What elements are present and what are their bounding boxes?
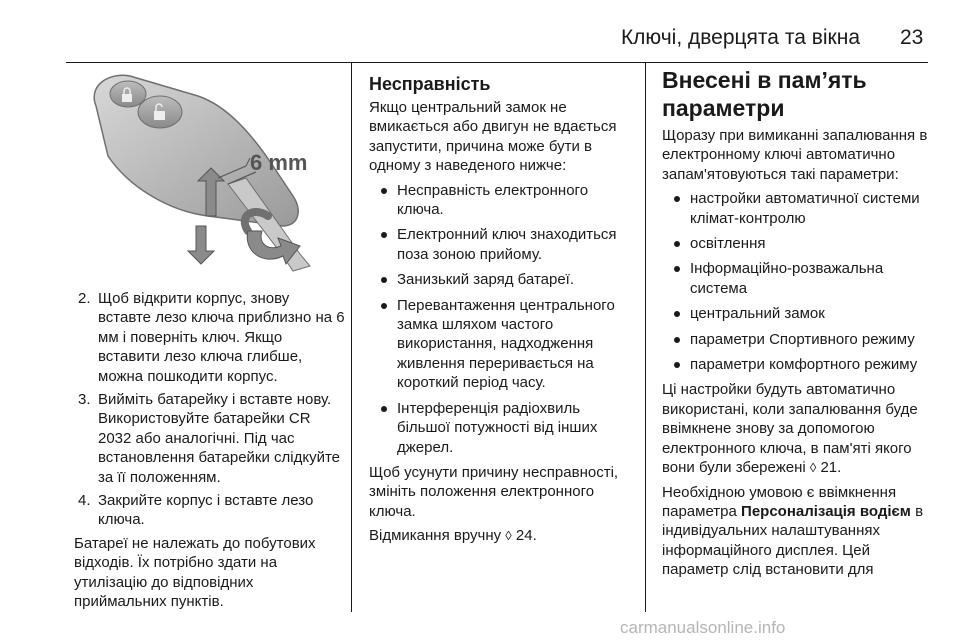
step-number: 2.: [78, 290, 91, 307]
step-text: Вийміть батарейку і вставте нову. Використовуйте батарейки CR 2032 або аналогічні. Під час встановлення батарейки слідкуйте за її положенням.: [98, 391, 341, 486]
list-item: [74, 289, 346, 386]
paragraph: Якщо центральний замок не вмикається або двигун не вдається запустити, причина може бути в одному з наведеного нижче:: [369, 99, 617, 175]
list-item: Перевантаження центрального замка шляхом частого використання, надходження живлення переривається на короткий період часу.: [369, 296, 637, 393]
paragraph: Щоразу при вимиканні запалювання в електронному ключі автоматично запам'ятовуються такі параметри:: [662, 127, 928, 183]
watermark: carmanualsonline.info: [620, 618, 786, 637]
cross-reference: [369, 526, 637, 545]
paragraph-text: Необхідною умовою є ввімкнення параметра: [662, 483, 897, 520]
list-item: Занизький заряд батареї.: [369, 270, 637, 289]
steps-list: [74, 289, 346, 530]
reference-page[interactable]: 24.: [515, 527, 537, 545]
key-fob-illustration: [78, 66, 340, 280]
reference-arrow-icon: ◊: [809, 460, 817, 476]
bullet-list: [369, 181, 637, 457]
bullet-list: [662, 189, 930, 374]
list-item: Інтерференція радіохвиль більшої потужності від інших джерел.: [369, 399, 637, 457]
dimension-label: 6 mm: [250, 150, 308, 175]
list-item: Інформаційно-розважальна система: [662, 259, 930, 298]
column-right: [662, 66, 930, 585]
step-number: 3.: [78, 391, 91, 409]
step-text: Щоб відкрити корпус, знову вставте лезо ключа приблизно на 6 мм і поверніть ключ. Якщо вставити лезо ключа глибше, можна пошкодити корпус.: [98, 290, 345, 385]
column-divider: [645, 62, 646, 612]
reference-text: Відмикання вручну: [369, 527, 502, 545]
arrow-down-icon: [188, 226, 214, 264]
header-rule: [66, 62, 928, 63]
column-left: [74, 289, 346, 617]
list-item: параметри Спортивного режиму: [662, 330, 930, 349]
list-item: освітлення: [662, 234, 930, 253]
paragraph: [662, 380, 930, 477]
step-number: 4.: [78, 492, 91, 510]
heading-line: параметри: [662, 95, 785, 121]
setting-name: Персоналізація водієм: [741, 502, 911, 520]
reference-page[interactable]: 21.: [820, 459, 842, 477]
section-heading: Несправність: [369, 74, 491, 94]
disposal-note: Батареї не належать до побутових відходів. Їх потрібно здати на утилізацію до відповідних приймальних пунктів.: [74, 534, 316, 611]
list-item: настройки автоматичної системи клімат-контролю: [662, 189, 930, 228]
list-item: Електронний ключ знаходиться поза зоною прийому.: [369, 225, 637, 264]
column-divider: [351, 62, 352, 612]
list-item: [74, 491, 346, 530]
reference-arrow-icon: ◊: [505, 528, 512, 544]
paragraph: [662, 483, 930, 580]
paragraph-text: Ці настройки будуть автоматично використані, коли запалювання буде ввімкнене знову за допомогою електронного ключа, в пам'яті якого вони були збережені: [662, 381, 918, 477]
list-item: центральний замок: [662, 304, 930, 323]
paragraph-text: в індивідуальних налаштуваннях інформаційного дисплея. Цей параметр слід встановити для: [662, 502, 924, 579]
list-item: Несправність електронного ключа.: [369, 181, 637, 220]
section-title: Ключі, дверцята та вікна: [620, 26, 860, 49]
section-heading: [662, 66, 930, 122]
page-number: 23: [900, 26, 924, 49]
heading-line: Внесені в пам’ять: [662, 67, 867, 93]
list-item: параметри комфортного режиму: [662, 355, 930, 374]
column-middle: [369, 70, 637, 551]
list-item: [74, 390, 346, 487]
step-text: Закрийте корпус і вставте лезо ключа.: [98, 492, 314, 529]
paragraph: Щоб усунути причину несправності, змініть положення електронного ключа.: [369, 463, 619, 520]
